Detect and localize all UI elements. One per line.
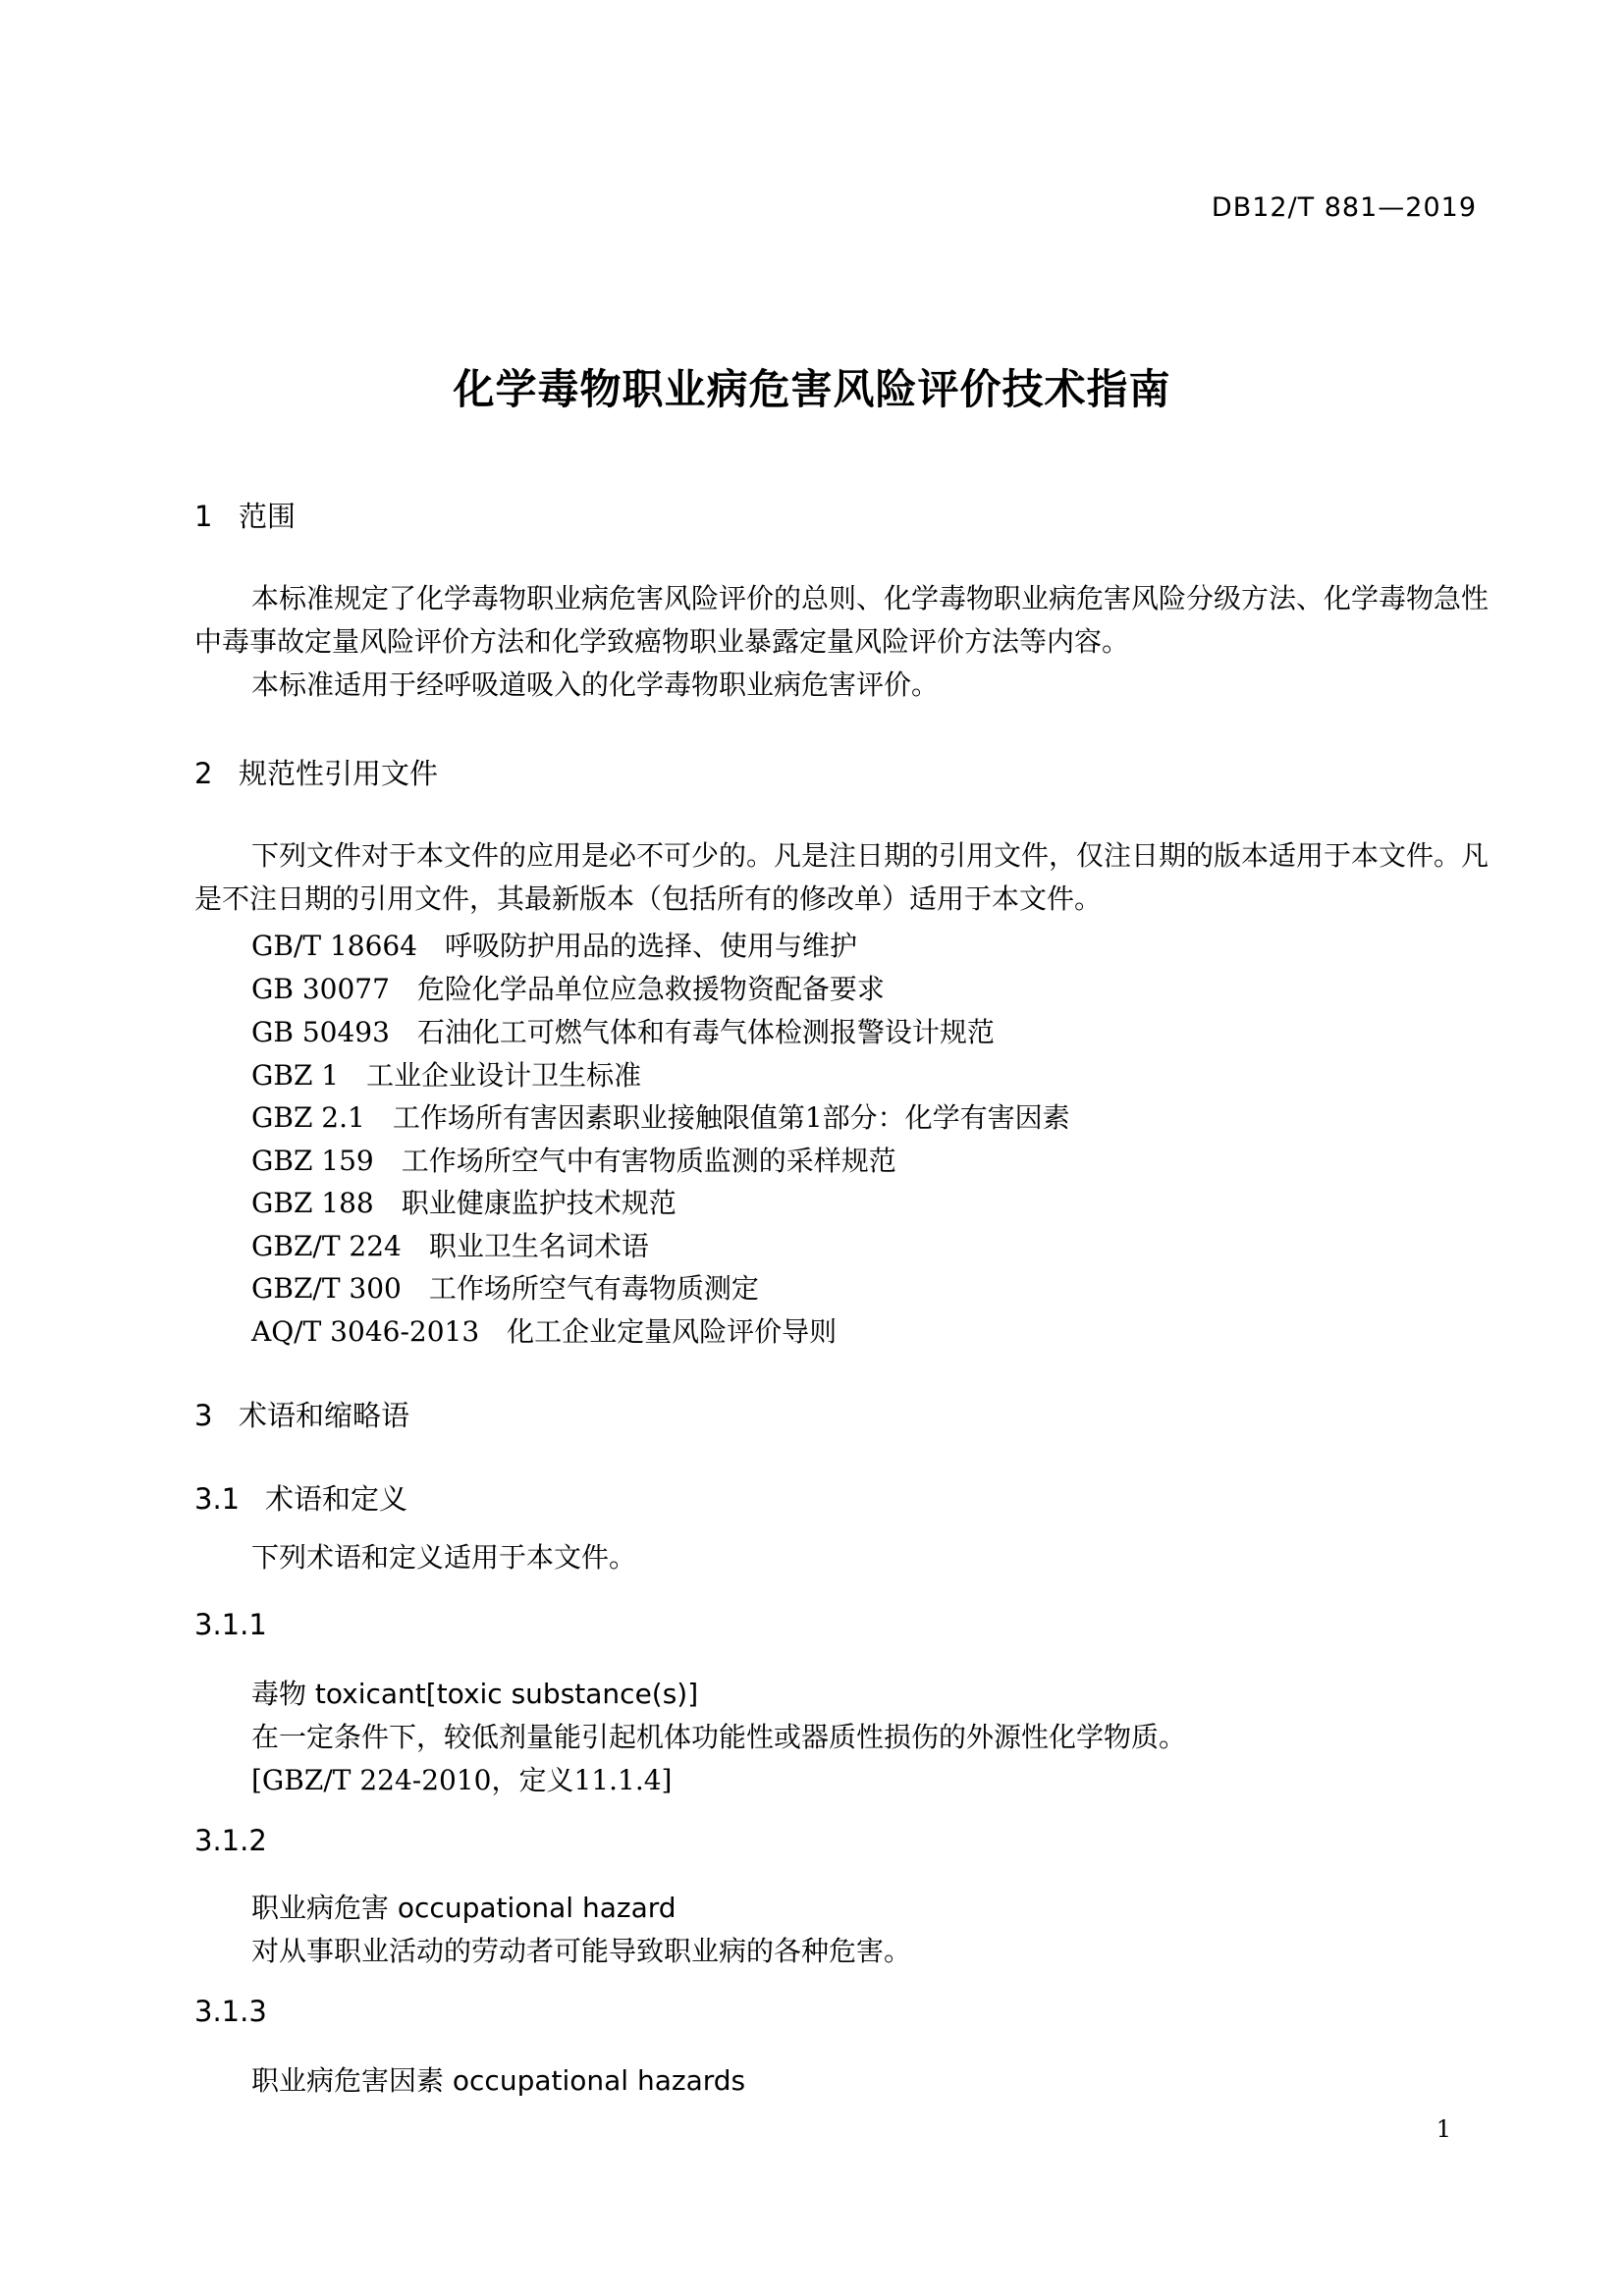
reference-item <box>251 1310 837 1350</box>
reference-item <box>251 968 885 1007</box>
reference-code: GBZ/T 300 <box>251 1272 402 1305</box>
term-source: [GBZ/T 224-2010，定义11.1.4] <box>251 1764 673 1796</box>
section-number: 1 <box>194 500 213 533</box>
references-intro: 下列文件对于本文件的应用是必不可少的。凡是注日期的引用文件，仅注日期的版本适用于本文件。凡是不注日期的引用文件，其最新版本（包括所有的修改单）适用于本文件。 <box>194 839 1489 915</box>
reference-title: 职业健康监护技术规范 <box>401 1187 677 1219</box>
section-3-1-heading <box>194 1477 407 1518</box>
reference-item <box>251 1225 649 1264</box>
term-definition: 在一定条件下，较低剂量能引起机体功能性或器质性损伤的外源性化学物质。 <box>251 1721 1187 1753</box>
reference-title: 工业企业设计卫生标准 <box>366 1059 642 1092</box>
section-number: 2 <box>194 757 213 790</box>
section-number: 3 <box>194 1399 213 1432</box>
reference-code: GB 50493 <box>251 1016 390 1048</box>
scope-paragraph-2: 本标准适用于经呼吸道吸入的化学毒物职业病危害评价。 <box>251 668 940 701</box>
reference-code: GBZ 1 <box>251 1059 340 1092</box>
section-number: 3.1 <box>194 1482 241 1516</box>
reference-title: 呼吸防护用品的选择、使用与维护 <box>445 930 858 962</box>
document-title: 化学毒物职业病危害风险评价技术指南 <box>453 365 1171 413</box>
reference-code: GBZ 2.1 <box>251 1101 365 1134</box>
reference-item <box>251 1140 896 1179</box>
term-name: 职业病危害因素 occupational hazards <box>251 2064 746 2097</box>
reference-item <box>251 1182 677 1221</box>
reference-title: 工作场所空气有毒物质测定 <box>428 1272 759 1305</box>
reference-item <box>251 1054 641 1094</box>
page-number: 1 <box>1435 2115 1451 2143</box>
reference-title: 工作场所空气中有害物质监测的采样规范 <box>401 1145 896 1177</box>
term-name: 毒物 toxicant[toxic substance(s)] <box>251 1678 699 1710</box>
reference-code: GB/T 18664 <box>251 930 418 962</box>
term-number: 3.1.1 <box>194 1608 267 1641</box>
reference-code: AQ/T 3046-2013 <box>251 1315 480 1348</box>
section-1-heading <box>194 495 296 535</box>
reference-title: 工作场所有害因素职业接触限值第1部分：化学有害因素 <box>392 1101 1070 1134</box>
reference-title: 石油化工可燃气体和有毒气体检测报警设计规范 <box>416 1016 995 1048</box>
section-title: 规范性引用文件 <box>239 757 439 790</box>
reference-title: 化工企业定量风险评价导则 <box>507 1315 838 1348</box>
reference-item <box>251 1096 1070 1136</box>
reference-title: 危险化学品单位应急救援物资配备要求 <box>416 973 885 1005</box>
section-title: 术语和缩略语 <box>239 1399 410 1432</box>
standard-code: DB12/T 881—2019 <box>1211 192 1477 223</box>
term-number: 3.1.2 <box>194 1824 267 1857</box>
section-2-heading <box>194 752 438 792</box>
section-title: 范围 <box>239 500 297 533</box>
reference-item <box>251 1267 759 1307</box>
section-title: 术语和定义 <box>265 1482 408 1516</box>
reference-code: GB 30077 <box>251 973 390 1005</box>
reference-code: GBZ/T 224 <box>251 1230 402 1262</box>
term-number: 3.1.3 <box>194 1995 267 2028</box>
reference-code: GBZ 159 <box>251 1145 374 1177</box>
reference-title: 职业卫生名词术语 <box>428 1230 649 1262</box>
section-3-heading <box>194 1394 409 1434</box>
scope-paragraph-1: 本标准规定了化学毒物职业病危害风险评价的总则、化学毒物职业病危害风险分级方法、化学毒物急性中毒事故定量风险评价方法和化学致癌物职业暴露定量风险评价方法等内容。 <box>194 582 1489 658</box>
reference-code: GBZ 188 <box>251 1187 374 1219</box>
term-definition: 对从事职业活动的劳动者可能导致职业病的各种危害。 <box>251 1935 912 1967</box>
reference-item <box>251 1011 995 1050</box>
reference-item <box>251 925 857 964</box>
terms-intro: 下列术语和定义适用于本文件。 <box>251 1541 637 1574</box>
term-name: 职业病危害 occupational hazard <box>251 1892 677 1924</box>
